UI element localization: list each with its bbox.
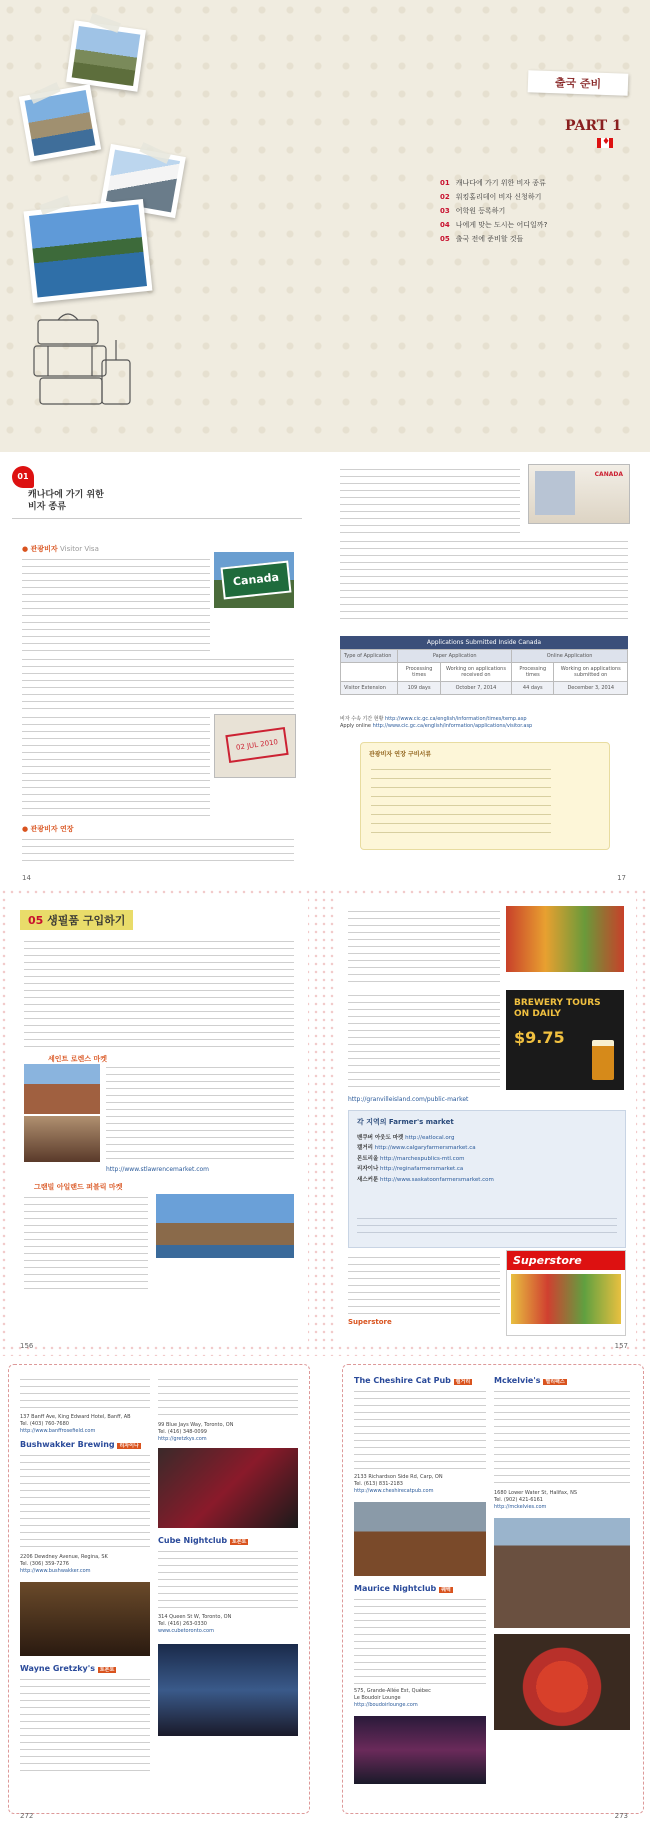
photo-castle xyxy=(66,20,146,91)
section-tag xyxy=(528,70,629,95)
st-lawrence-url[interactable]: http://www.stlawrencemarket.com xyxy=(106,1166,210,1173)
photo-granville-island xyxy=(156,1194,294,1258)
photo-cheshire-cat xyxy=(354,1502,486,1576)
road-sign-text: Canada xyxy=(232,570,280,589)
phone: Tel. (613) 831-2183 xyxy=(354,1481,403,1487)
spread-nightlife xyxy=(0,1356,650,1826)
luggage-illustration xyxy=(28,300,138,410)
website-link[interactable]: http://mckelvies.com xyxy=(494,1504,547,1510)
venue-title: Cube Nightclub 토론토 xyxy=(158,1536,247,1545)
spread-visa-types xyxy=(0,452,650,889)
toc-item[interactable]: 03 어학원 등록하기 xyxy=(440,207,506,215)
required-docs-box xyxy=(360,742,610,850)
apply-online-link[interactable]: http://www.cic.gc.ca/english/information/applications/visitor.asp xyxy=(372,723,533,729)
box-title: 각 지역의 Farmer's market xyxy=(357,1118,454,1126)
website-link[interactable]: http://www.banffrosefield.com xyxy=(20,1428,96,1434)
address: 137 Banff Ave, King Edward Hotel, Banff, AB xyxy=(20,1414,131,1420)
photo-superstore-flyer: Superstore xyxy=(506,1250,626,1336)
subhead-granville: 그랜빌 아일랜드 퍼블릭 마켓 xyxy=(34,1183,123,1191)
table-title: Applications Submitted Inside Canada xyxy=(340,636,628,649)
venue-title: Wayne Gretzky's 토론토 xyxy=(20,1664,115,1673)
list-item: 리자이나 http://reginafarmersmarket.ca xyxy=(357,1166,464,1173)
photo-cube-nightclub xyxy=(158,1644,298,1736)
table-cell: 44 days xyxy=(512,682,554,695)
links-block: 비자 수속 기간 현황 http://www.cic.gc.ca/english/information/times/temp.asp Apply online http://www.cic.gc.ca/english/information/applications/visitor.asp xyxy=(340,716,533,729)
page-number-left: 156 xyxy=(20,1342,34,1350)
photo-market-produce xyxy=(506,906,624,972)
table-cell: 109 days xyxy=(398,682,440,695)
address: 2206 Dewdney Avenue, Regina, SK xyxy=(20,1554,108,1560)
toc-item[interactable]: 05 출국 전에 준비할 것들 xyxy=(440,235,524,243)
table-cell: December 3, 2014 xyxy=(554,682,628,695)
website-link[interactable]: www.cubetoronto.com xyxy=(158,1628,214,1634)
photo-visa-doc: CANADA xyxy=(528,464,630,524)
phone: Tel. (306) 359-7276 xyxy=(20,1561,69,1567)
photo-canada-sign xyxy=(214,552,294,608)
phone: Tel. (416) 348-0099 xyxy=(158,1429,207,1435)
table-subheader: Processing times xyxy=(398,663,440,682)
photo-brewery-sign: BREWERY TOURS ON DAILY $9.75 xyxy=(506,990,624,1090)
photo-maurice-nightclub xyxy=(354,1716,486,1784)
table-subheader: Working on applications submitted on xyxy=(554,663,628,682)
table-subheader: Processing times xyxy=(512,663,554,682)
venue-title: Bushwakker Brewing 리자이나 xyxy=(20,1440,139,1449)
list-item: 캘거리 http://www.calgaryfarmersmarket.ca xyxy=(357,1145,476,1152)
address: 314 Queen St W, Toronto, ON xyxy=(158,1614,232,1620)
photo-st-lawrence-exterior xyxy=(24,1064,100,1114)
list-item: 몬트리올 http://marchespublics-mtl.com xyxy=(357,1155,465,1162)
spread-shopping xyxy=(0,888,650,1357)
section-label: 출국 준비 xyxy=(554,76,602,91)
table-header: Paper Application xyxy=(398,650,512,663)
phone: Tel. (416) 263-0330 xyxy=(158,1621,207,1627)
website-link[interactable]: http://www.cheshirecatpub.com xyxy=(354,1488,434,1494)
website-link[interactable]: http://gretzkys.com xyxy=(158,1436,207,1442)
box-title: 관광비자 연장 구비서류 xyxy=(369,751,432,758)
phone: Tel. (403) 760-7680 xyxy=(20,1421,69,1427)
photo-lobster-dish xyxy=(494,1634,630,1730)
canada-flag-icon: ♦ xyxy=(597,138,613,148)
page-number-left: 272 xyxy=(20,1812,34,1820)
subhead-st-lawrence: 세인트 로렌스 마켓 xyxy=(48,1055,107,1063)
toc-item[interactable]: 01 캐나다에 가기 위한 비자 종류 xyxy=(440,179,546,187)
photo-passport-stamp: 02 JUL 2010 xyxy=(214,714,296,778)
spread-part-opener xyxy=(0,0,650,453)
table-subheader: Working on applications received on xyxy=(440,663,511,682)
processing-times-table xyxy=(340,636,628,695)
photo-gretzkys xyxy=(158,1448,298,1528)
address: 2133 Richardson Side Rd, Carp, ON xyxy=(354,1474,443,1480)
maple-badge: 01 xyxy=(12,466,34,488)
table-cell: October 7, 2014 xyxy=(440,682,511,695)
toc-item[interactable]: 04 나에게 맞는 도시는 어디일까? xyxy=(440,221,548,229)
address: 575, Grande-Allée Est, Québec xyxy=(354,1688,431,1694)
page-number-right: 157 xyxy=(614,1342,628,1350)
subhead-superstore: Superstore xyxy=(348,1318,392,1326)
subhead-visa-extension: ● 관광비자 연장 xyxy=(22,825,74,833)
processing-times-link[interactable]: http://www.cic.gc.ca/english/information/times/temp.asp xyxy=(385,716,527,722)
farmers-market-box xyxy=(348,1110,626,1248)
address: 99 Blue Jays Way, Toronto, ON xyxy=(158,1422,234,1428)
table-header: Online Application xyxy=(512,650,628,663)
granville-url[interactable]: http://granvilleisland.com/public-market xyxy=(348,1096,469,1103)
table-cell: Visitor Extension xyxy=(341,682,398,695)
toc-list xyxy=(440,178,640,248)
address: 1680 Lower Water St, Halifax, NS xyxy=(494,1490,578,1496)
venue-title: The Cheshire Cat Pub 캘거리 xyxy=(354,1376,471,1385)
website-link[interactable]: http://boudoirlounge.com xyxy=(354,1702,418,1708)
venue-title: Mckelvie's 핼리팩스 xyxy=(494,1376,565,1385)
page-number-left: 14 xyxy=(22,874,31,882)
website-link[interactable]: http://www.bushwakker.com xyxy=(20,1568,91,1574)
chapter-heading: 05 생필품 구입하기 xyxy=(20,910,133,930)
list-item: 새스커툰 http://www.saskatoonfarmersmarket.com xyxy=(357,1176,494,1183)
list-item: 밴쿠버 아웃도 마켓 http://eatlocal.org xyxy=(357,1135,455,1141)
phone: Tel. (902) 421-6161 xyxy=(494,1497,543,1503)
chapter-title: 캐나다에 가기 위한 비자 종류 xyxy=(28,490,104,512)
part-title: PART 1 xyxy=(565,118,622,134)
page-number-right: 17 xyxy=(617,874,626,882)
venue-note: Le Boudoir Lounge xyxy=(354,1695,401,1701)
photo-brewery-bar xyxy=(20,1582,150,1656)
venue-title: Maurice Nightclub 퀘벡 xyxy=(354,1584,451,1593)
toc-item[interactable]: 02 워킹홀리데이 비자 신청하기 xyxy=(440,193,542,201)
subhead-visitor-visa: ● 관광비자 Visitor Visa xyxy=(22,545,99,553)
table-header: Type of Application xyxy=(341,650,398,663)
photo-st-lawrence-interior xyxy=(24,1116,100,1162)
page-number-right: 273 xyxy=(614,1812,628,1820)
photo-mckelvies-building xyxy=(494,1518,630,1628)
